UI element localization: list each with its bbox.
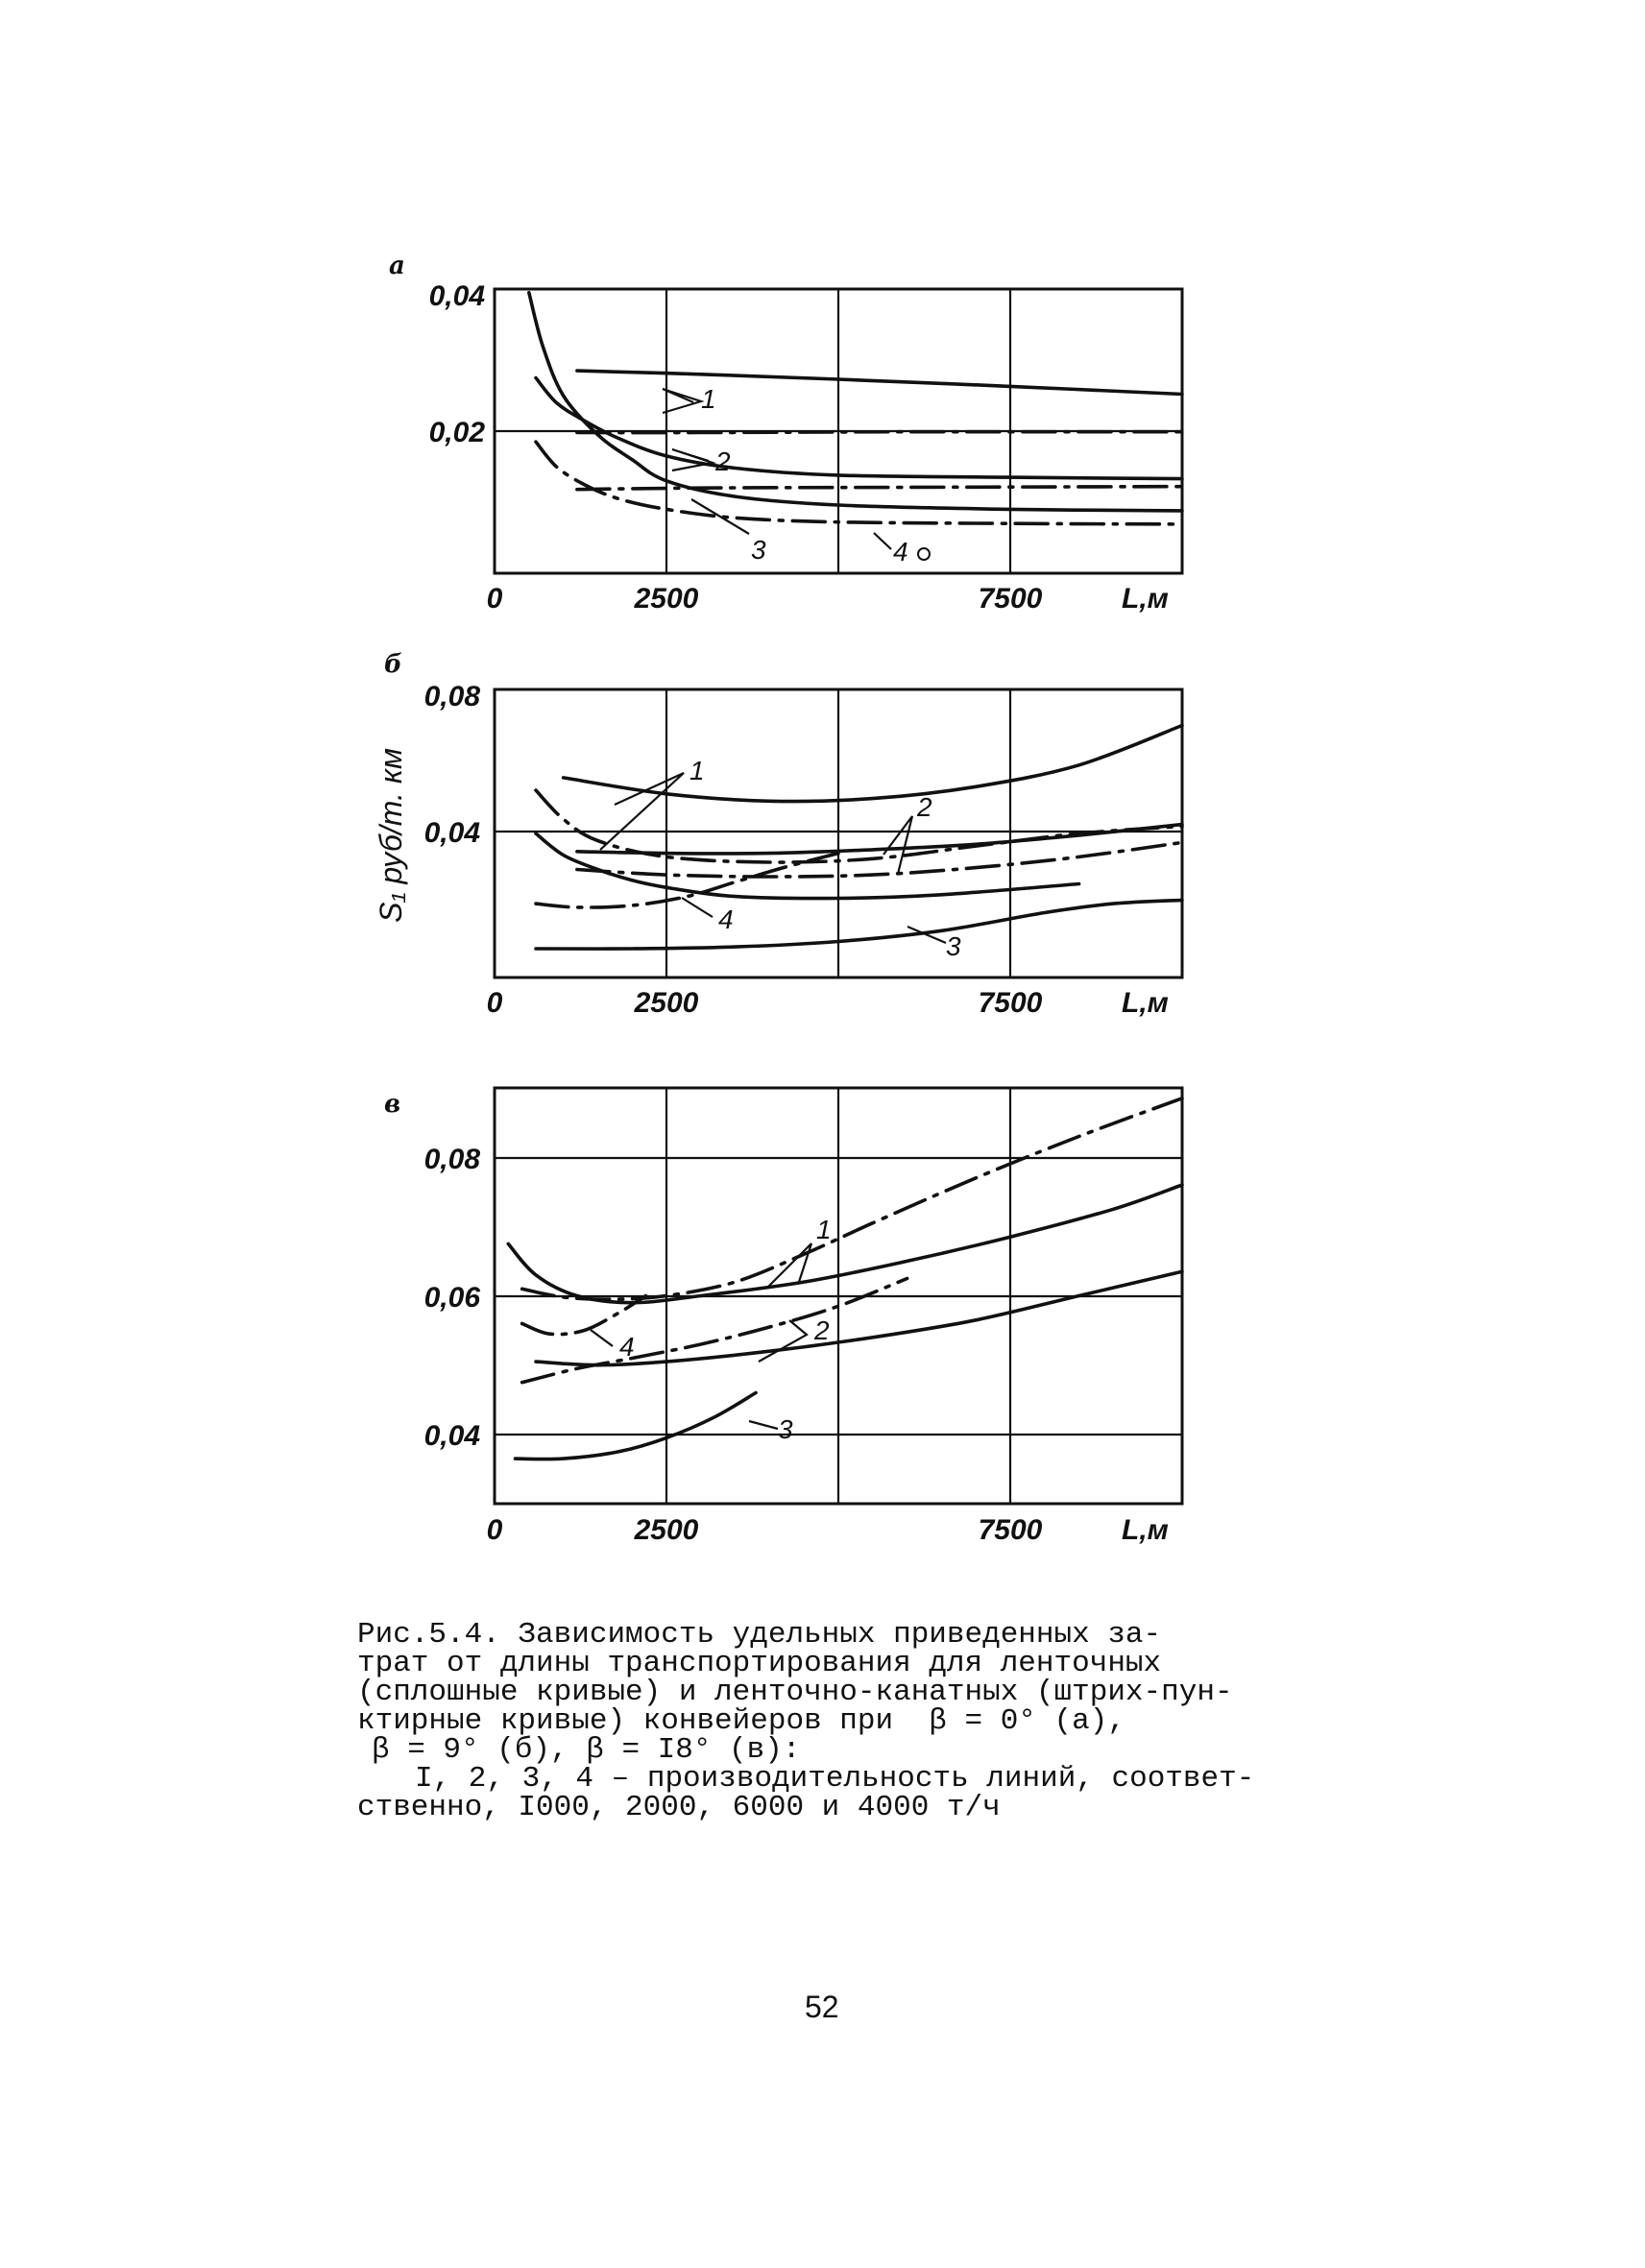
- chart-v-xtick-0: 0: [486, 1514, 503, 1546]
- chart-a-label-3: 3: [751, 535, 766, 565]
- chart-a-label-4: 4: [893, 537, 908, 567]
- chart-b: [374, 650, 1182, 1019]
- chart-b-leader-2: [883, 816, 912, 874]
- chart-b-xtick-0: 0: [486, 987, 503, 1019]
- chart-a-leader-1: [663, 389, 701, 413]
- chart-v-series-1-solid: [508, 1185, 1182, 1303]
- chart-b-ytick-004: 0,04: [423, 817, 480, 849]
- chart-b-ylabel: S₁ руб/т. км: [374, 748, 408, 923]
- chart-a-series-2-solid: [536, 378, 1182, 479]
- chart-b-label-4: 4: [718, 905, 734, 934]
- chart-v-series: [508, 1098, 1182, 1460]
- chart-v-ytick-004: 0,04: [423, 1420, 480, 1452]
- caption-line: Рис.5.4. Зависимость удельных приведенных за-: [357, 1618, 1162, 1652]
- panel-letter-a: а: [389, 252, 405, 280]
- chart-b-series-1-solid: [564, 726, 1182, 802]
- caption-line: I, 2, 3, 4 – производительность линий, соответ-: [415, 1762, 1255, 1796]
- chart-a-xtick-0: 0: [486, 583, 503, 615]
- chart-v-leader-3: [749, 1421, 778, 1429]
- chart-v-xtick-7500: 7500: [978, 1514, 1043, 1546]
- chart-v-xlabel: L,м: [1122, 1514, 1169, 1546]
- chart-b-label-1: 1: [689, 756, 705, 785]
- chart-b-xtick-7500: 7500: [978, 987, 1043, 1019]
- caption-line: β = 9° (б), β = I8° (в):: [372, 1733, 801, 1767]
- chart-b-ytick-008: 0,08: [423, 681, 480, 712]
- chart-a: [389, 252, 1182, 615]
- chart-b-series-2-solid: [577, 825, 1182, 854]
- chart-a-xlabel: L,м: [1122, 583, 1169, 615]
- chart-b-label-3: 3: [946, 931, 961, 961]
- chart-v-label-3: 3: [778, 1414, 793, 1444]
- chart-a-leader-4: [874, 533, 891, 549]
- chart-v-series-3-solid: [516, 1393, 757, 1460]
- chart-v-series-1-dashdot: [522, 1098, 1182, 1299]
- chart-v-leader-4: [591, 1330, 613, 1346]
- chart-a-xtick-2500: 2500: [634, 583, 699, 615]
- chart-b-leader-4: [682, 898, 713, 917]
- chart-v-label-4: 4: [619, 1332, 635, 1362]
- chart-b-label-2: 2: [917, 792, 932, 822]
- caption-line: ктирные кривые) конвейеров при β = 0° (а),: [357, 1704, 1125, 1738]
- page-number: 52: [805, 1990, 839, 2024]
- chart-a-series-2-dashdot: [577, 487, 1182, 490]
- chart-a-label-1: 1: [701, 384, 716, 414]
- chart-a-leaders: [663, 389, 891, 549]
- caption-line: ственно, I000, 2000, 6000 и 4000 т/ч: [357, 1791, 1001, 1824]
- chart-v-label-1: 1: [816, 1215, 832, 1244]
- chart-b-xtick-2500: 2500: [634, 987, 699, 1019]
- chart-v-ytick-006: 0,06: [423, 1282, 480, 1314]
- chart-b-series: [536, 726, 1182, 950]
- chart-a-ytick-004: 0,04: [428, 280, 485, 312]
- chart-b-series-3-solid: [536, 900, 1182, 949]
- chart-v-xtick-2500: 2500: [634, 1514, 699, 1546]
- chart-a-label-2: 2: [715, 446, 731, 476]
- chart-v: [384, 1088, 1182, 1546]
- caption-line: (сплошные кривые) и ленточно-канатных (штрих-пун-: [357, 1676, 1233, 1709]
- chart-v-ytick-008: 0,08: [423, 1144, 480, 1175]
- chart-b-xlabel: L,м: [1122, 987, 1169, 1019]
- chart-v-label-2: 2: [814, 1315, 830, 1345]
- chart-a-label-4-circle: [918, 548, 930, 560]
- chart-a-xtick-7500: 7500: [978, 583, 1043, 615]
- caption-line: трат от длины транспортирования для ленточных: [357, 1647, 1162, 1680]
- chart-a-ytick-002: 0,02: [428, 417, 485, 448]
- chart-a-series: [529, 293, 1182, 524]
- panel-letter-b: б: [384, 650, 402, 679]
- figure-caption: [357, 1618, 1318, 1824]
- panel-letter-v: в: [384, 1090, 401, 1119]
